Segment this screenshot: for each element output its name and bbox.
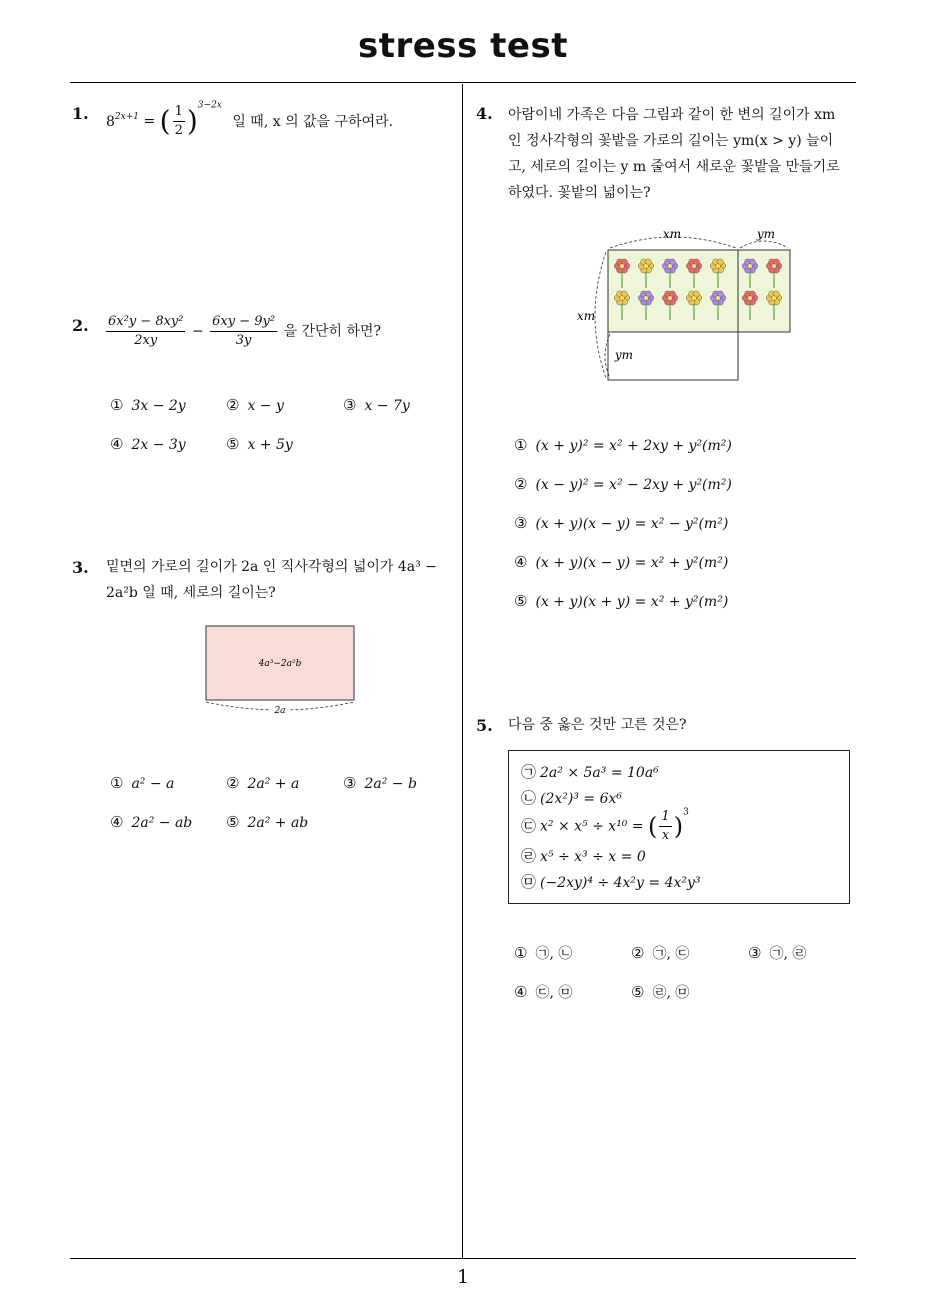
q5-statement-2: ㉡ (2x²)³ = 6x⁶ bbox=[521, 789, 623, 807]
q5-choice-5[interactable]: ⑤ ㉣, ㉤ bbox=[631, 983, 690, 1001]
q4-choice-3[interactable]: ③ (x + y)(x − y) = x² − y²(m²) bbox=[514, 514, 729, 532]
q2-choice-3[interactable]: ③ x − 7y bbox=[343, 396, 410, 414]
q2-choice-1[interactable]: ① 3x − 2y bbox=[110, 396, 186, 414]
question-5-number: 5. bbox=[476, 716, 493, 735]
q5-s3-fraction: $\frac{1}{x}$ bbox=[661, 809, 670, 843]
q3-choice-2[interactable]: ② 2a² + a bbox=[226, 774, 300, 792]
q2-choice-2[interactable]: ② x − y bbox=[226, 396, 284, 414]
q1-lhs: $8^{2x+1}$ bbox=[106, 111, 139, 130]
question-3-number: 3. bbox=[72, 558, 89, 577]
page-title: stress test bbox=[358, 26, 568, 66]
q3-choice-1[interactable]: ① a² − a bbox=[110, 774, 175, 792]
column-divider bbox=[462, 84, 463, 1258]
q5-statement-5: ㉤ (−2xy)⁴ ÷ 4x²y = 4x²y³ bbox=[521, 873, 701, 891]
question-1-number: 1. bbox=[72, 104, 89, 123]
q3-choice-4[interactable]: ④ 2a² − ab bbox=[110, 813, 193, 831]
q4-top-x-label: xm bbox=[662, 227, 682, 241]
q3-area-label: 4a³−2a²b bbox=[258, 659, 302, 669]
q1-tail: 일 때, x 의 값을 구하여라. bbox=[232, 113, 394, 130]
q2-fraction-1: $\frac{\text{6x²y − 8xy²}}{2xy}$ bbox=[108, 314, 184, 348]
q5-choice-2[interactable]: ② ㉠, ㉢ bbox=[631, 944, 690, 962]
q5-choice-4[interactable]: ④ ㉢, ㉤ bbox=[514, 983, 573, 1001]
q3-width-label: 2a bbox=[274, 706, 286, 716]
q4-top-y-label: ym bbox=[756, 227, 776, 241]
question-1-text: $8^{2x+1}$ = ( $\frac{1}{2}$ )$^{3-2x}$ 일 때, x 의 값을 구하여라. bbox=[106, 100, 394, 138]
page-number: 1 bbox=[456, 1266, 470, 1288]
q5-statement-1: ㉠ 2a² × 5a³ = 10a⁶ bbox=[521, 763, 659, 781]
q4-choice-1[interactable]: ① (x + y)² = x² + 2xy + y²(m²) bbox=[514, 436, 732, 454]
bottom-divider bbox=[70, 1258, 856, 1259]
q4-left-y-label: ym bbox=[614, 348, 634, 362]
q4-choice-2[interactable]: ② (x − y)² = x² − 2xy + y²(m²) bbox=[514, 475, 732, 493]
question-2-number: 2. bbox=[72, 316, 89, 335]
q2-tail: 을 간단히 하면? bbox=[283, 323, 382, 340]
q4-top-y-brace bbox=[740, 241, 788, 248]
q2-choice-5[interactable]: ⑤ x + 5y bbox=[226, 435, 293, 453]
q4-choice-5[interactable]: ⑤ (x + y)(x + y) = x² + y²(m²) bbox=[514, 592, 729, 610]
q5-choice-3[interactable]: ③ ㉠, ㉣ bbox=[748, 944, 807, 962]
question-4-number: 4. bbox=[476, 104, 493, 123]
q5-statement-4: ㉣ x⁵ ÷ x³ ÷ x = 0 bbox=[521, 847, 646, 865]
question-3-text: 밑면의 가로의 길이가 2a 인 직사각형의 넓이가 4a³ − 2a²b 일 때, 세로의 길이는? bbox=[106, 559, 437, 601]
q5-statement-3: ㉢ x² × x⁵ ÷ x¹⁰ = ( $\frac{1}{x}$ )$^3$ bbox=[521, 807, 689, 843]
q2-fraction-2: $\frac{\text{6xy − 9y²}}{3y}$ bbox=[212, 314, 276, 348]
q4-choice-4[interactable]: ④ (x + y)(x − y) = x² + y²(m²) bbox=[514, 553, 729, 571]
q1-fraction: $\frac{1}{2}$ bbox=[174, 104, 183, 138]
question-2-text: $\frac{\text{6x²y − 8xy²}}{2xy}$ − $\frac{\text{6xy − 9y²}}{3y}$ 을 간단히 하면? bbox=[108, 314, 382, 348]
q5-statement-box bbox=[508, 750, 850, 904]
q5-choice-1[interactable]: ① ㉠, ㉡ bbox=[514, 944, 573, 962]
question-5-text: 다음 중 옳은 것만 고른 것은? bbox=[508, 717, 687, 733]
q2-choice-4[interactable]: ④ 2x − 3y bbox=[110, 435, 186, 453]
q4-left-x-label: xm bbox=[576, 309, 596, 323]
q4-left-x-brace bbox=[595, 252, 606, 378]
q3-choice-3[interactable]: ③ 2a² − b bbox=[343, 774, 417, 792]
question-4-text: 아람이네 가족은 다음 그림과 같이 한 변의 길이가 xm 인 정사각형의 꽃밭을 가로의 길이는 ym(x > y) 늘이 고, 세로의 길이는 y m 줄여서 새로운 꽃밭을 만들기로 하였다. 꽃밭의 넓이는? bbox=[508, 107, 840, 201]
top-divider bbox=[70, 82, 856, 83]
q4-garden-figure bbox=[570, 222, 800, 388]
q3-choice-5[interactable]: ⑤ 2a² + ab bbox=[226, 813, 309, 831]
q3-rectangle-figure bbox=[196, 620, 366, 720]
